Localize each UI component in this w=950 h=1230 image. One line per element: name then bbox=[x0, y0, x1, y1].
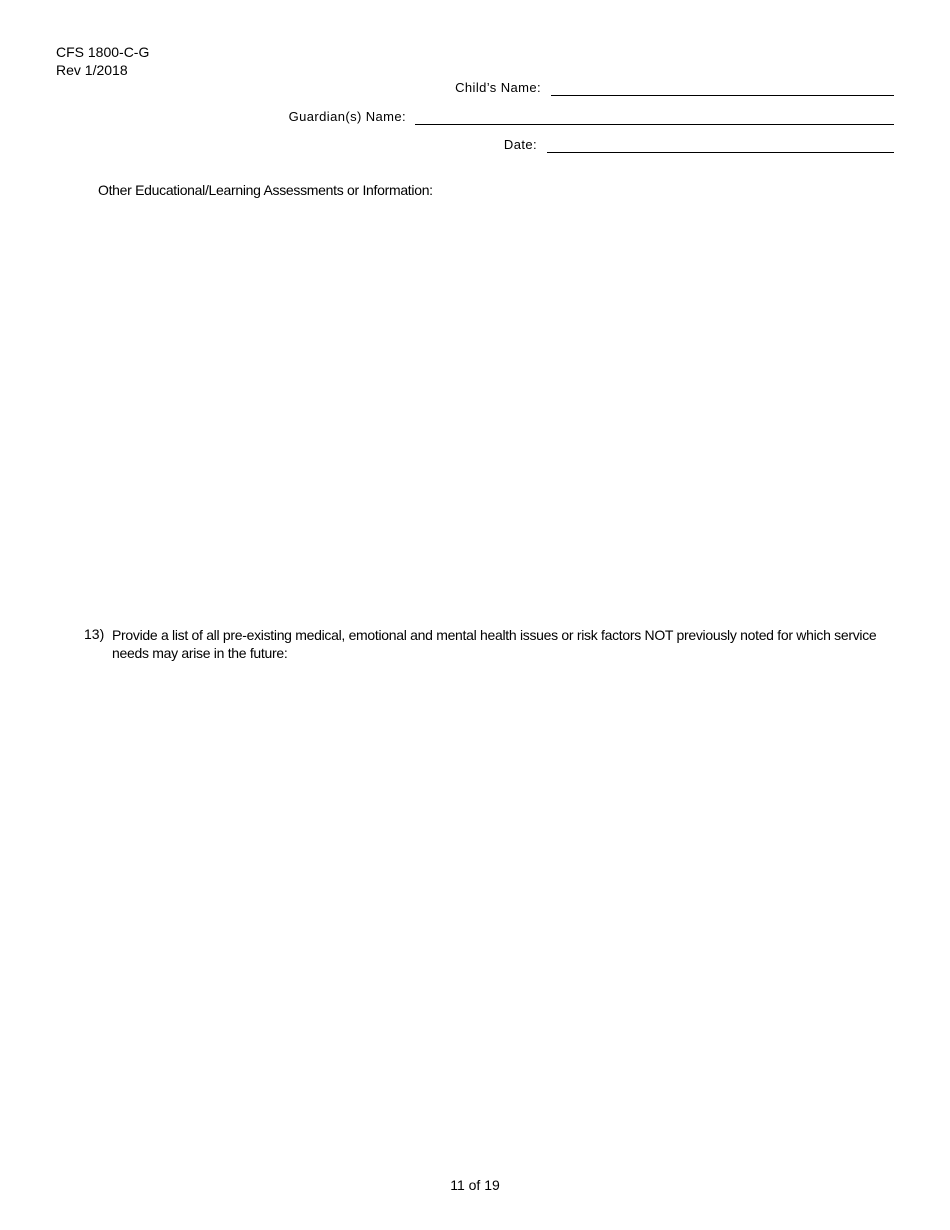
form-code: CFS 1800-C-G bbox=[56, 44, 150, 60]
guardians-name-label: Guardian(s) Name: bbox=[288, 109, 406, 124]
form-identifier bbox=[56, 43, 149, 79]
other-assessments-label: Other Educational/Learning Assessments or Information: bbox=[98, 182, 433, 198]
childs-name-field[interactable] bbox=[551, 95, 894, 96]
childs-name-label: Child’s Name: bbox=[455, 80, 541, 95]
page-number: 11 of 19 bbox=[450, 1177, 500, 1193]
other-assessments-response-area[interactable] bbox=[98, 206, 894, 606]
date-label: Date: bbox=[503, 137, 537, 152]
question-13-number: 13) bbox=[84, 626, 105, 642]
question-13-response-area[interactable] bbox=[112, 668, 894, 1148]
question-13-text: Provide a list of all pre-existing medical, emotional and mental health issues or risk factors NOT previously noted for which service needs may arise in the future: bbox=[112, 627, 877, 661]
guardians-name-field[interactable] bbox=[415, 124, 894, 125]
form-revision: Rev 1/2018 bbox=[56, 62, 128, 78]
date-field[interactable] bbox=[547, 152, 894, 153]
